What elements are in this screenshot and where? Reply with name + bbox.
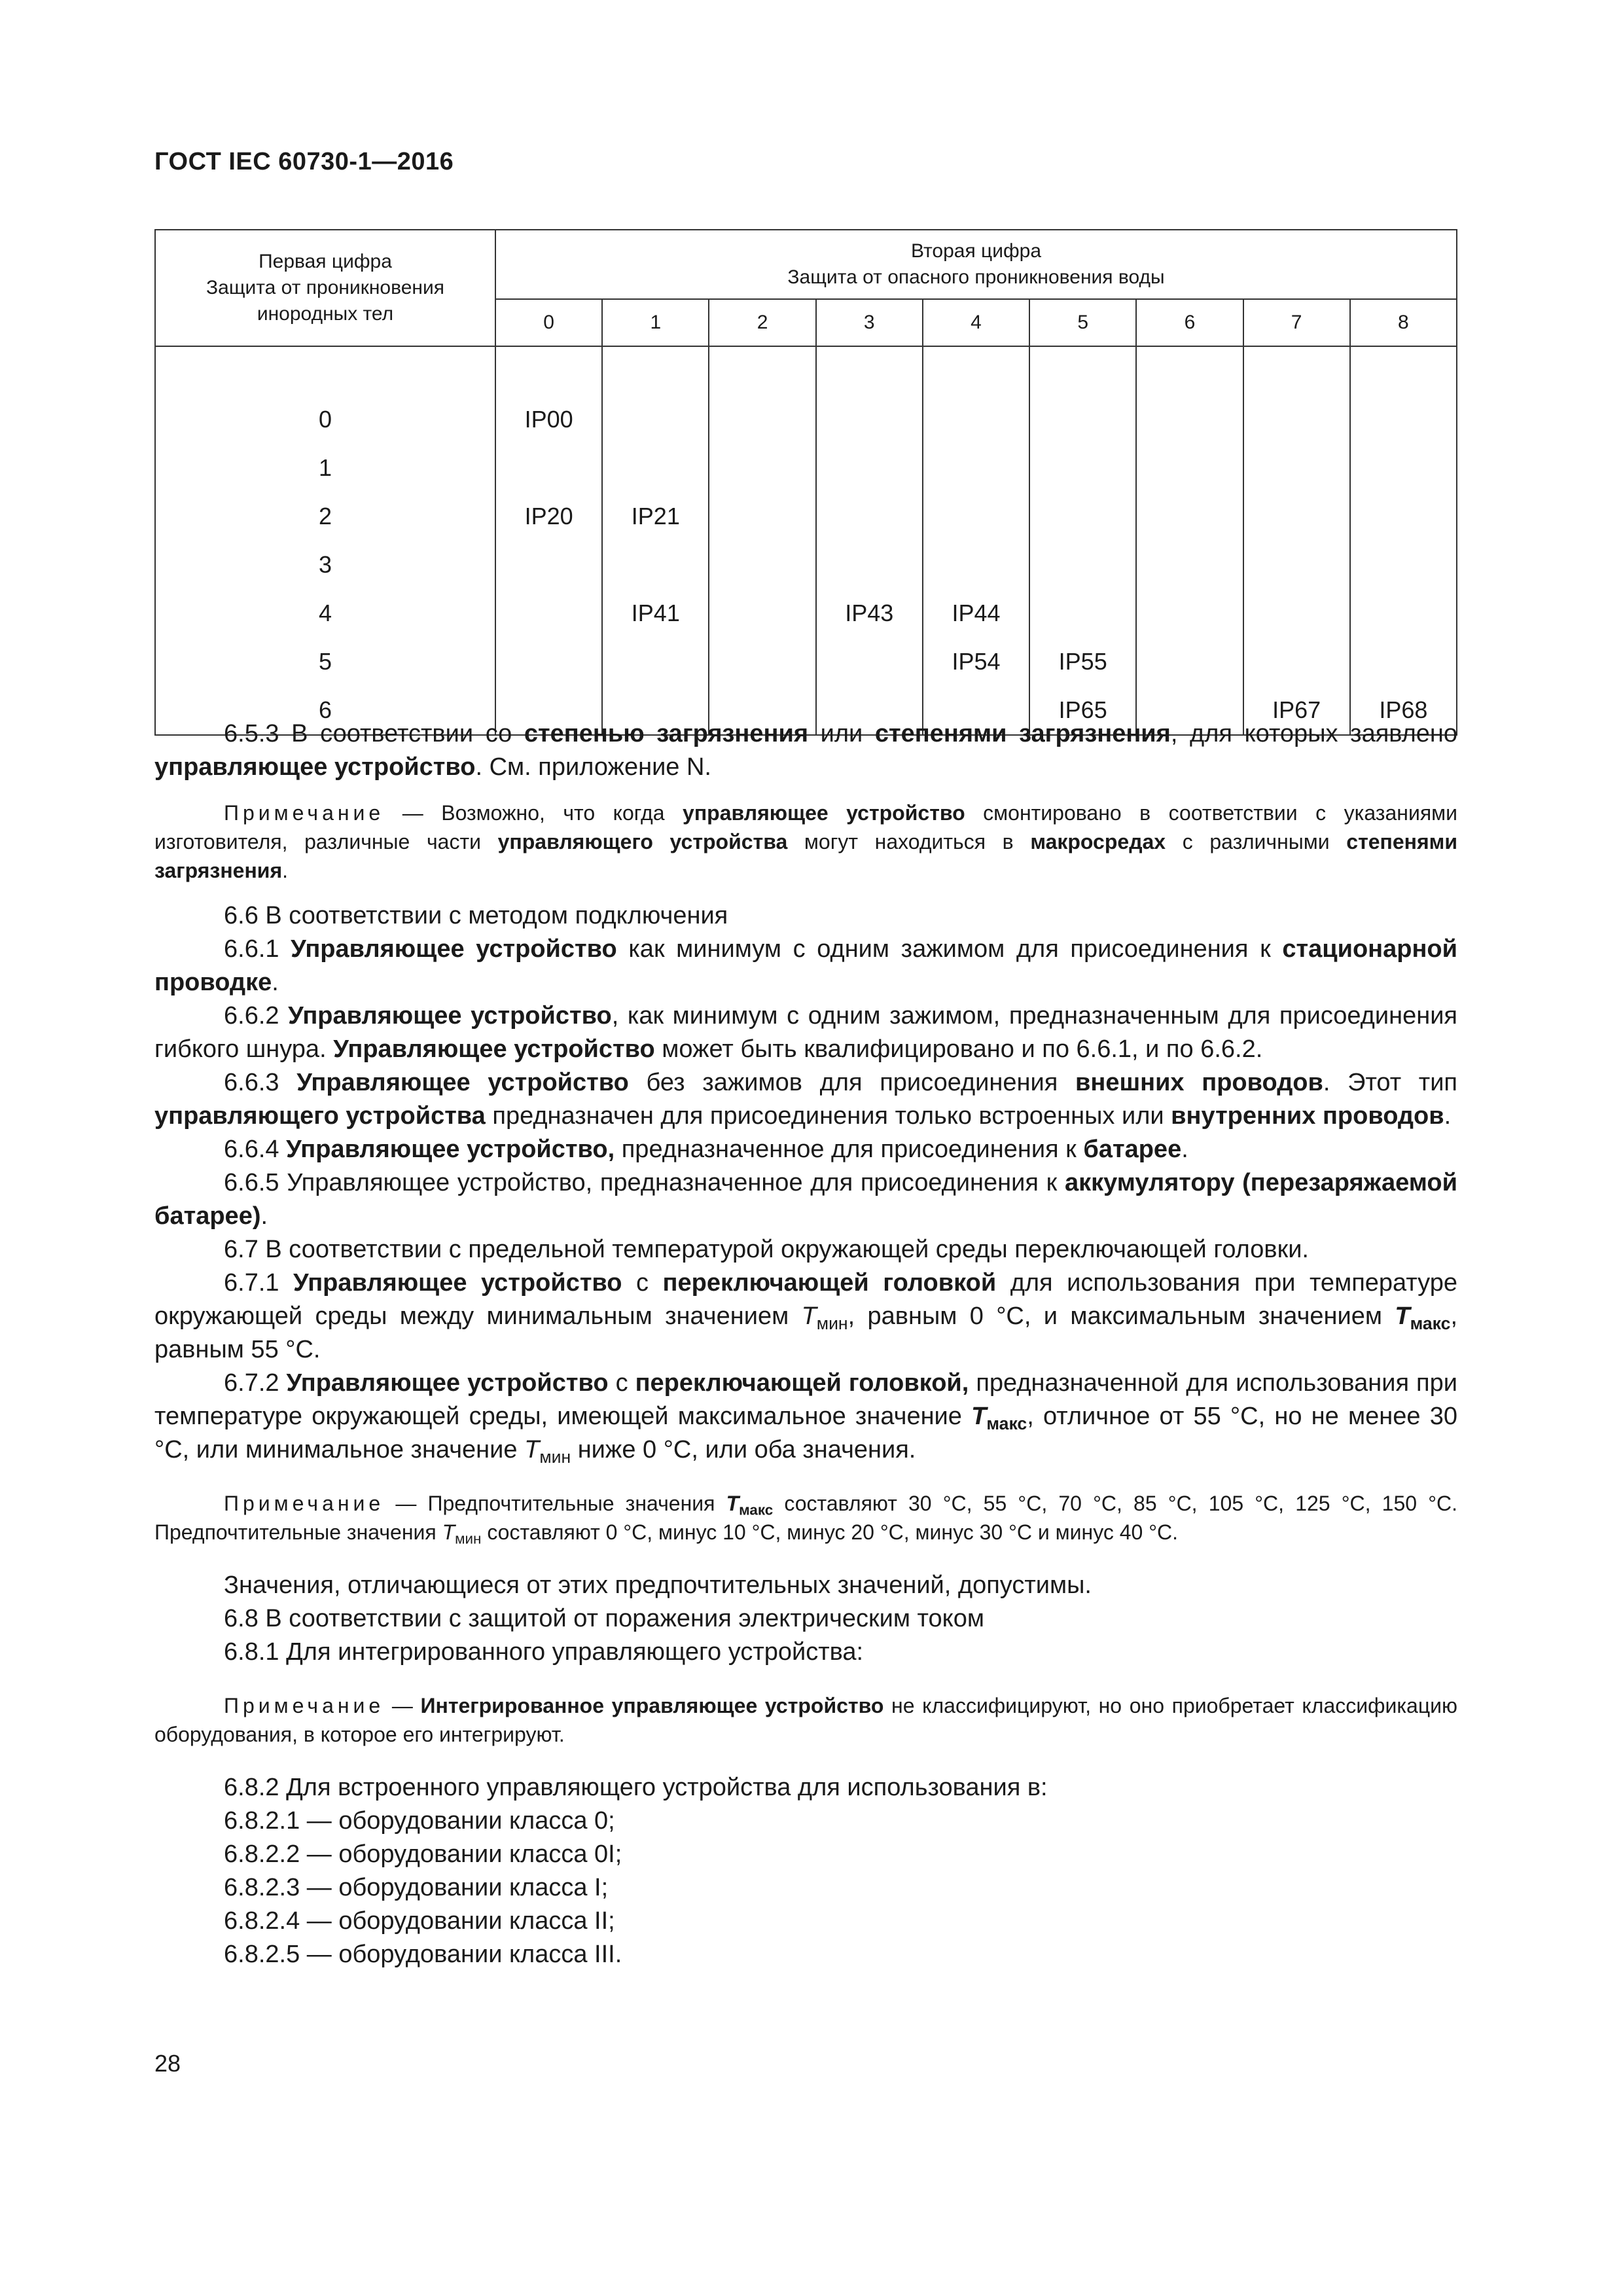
second-digit-col-6: 6 bbox=[1136, 299, 1243, 346]
clause-6-8-2-3: 6.8.2.3 — оборудовании класса I; bbox=[224, 1874, 609, 1901]
ip-code-cell bbox=[923, 395, 1029, 444]
clause-6-8-2-1: 6.8.2.1 — оборудовании класса 0; bbox=[224, 1807, 615, 1835]
ip-code-cell bbox=[709, 395, 815, 444]
clause-6-6-2: 6.6.2 Управляющее устройство, как минимум с одним зажимом, предназначенным для присоединения гибкого шнура. Управляющее устройство может быть квалифицировано и по 6.6.1, и по 6.6.2. bbox=[154, 1002, 1457, 1063]
clause-6-8-2-4: 6.8.2.4 — оборудовании класса II; bbox=[224, 1907, 615, 1935]
first-digit-cell: 3 bbox=[155, 541, 495, 589]
ip-code-cell: IP20 bbox=[495, 492, 602, 541]
values-paragraph: Значения, отличающиеся от этих предпочтительных значений, допустимы. bbox=[224, 1571, 1092, 1599]
ip-code-cell: IP44 bbox=[923, 589, 1029, 637]
first-digit-cell: 2 bbox=[155, 492, 495, 541]
clause-6-8: 6.8 В соответствии с защитой от поражения электрическим током bbox=[224, 1605, 984, 1632]
ip-code-cell bbox=[923, 444, 1029, 492]
ip-code-cell: IP55 bbox=[1029, 637, 1136, 686]
ip-code-cell bbox=[1350, 444, 1457, 492]
ip-code-cell bbox=[1350, 637, 1457, 686]
note-2: Примечание — Предпочтительные значения $T_{макс}$ составляют 30 °C, 55 °C, 70 °C, 85 °C, 105 °C, 125 °C, 150 °C. Предпочтительные значения $T_{мин}$ составляют 0 °C, минус 10 °C, минус 20 °C, минус 30 °C и минус 40 °C. bbox=[154, 1492, 1458, 1547]
second-digit-col-0: 0 bbox=[495, 299, 602, 346]
ip-code-cell bbox=[1136, 637, 1243, 686]
ip-code-cell bbox=[923, 492, 1029, 541]
second-digit-col-3: 3 bbox=[816, 299, 923, 346]
ip-code-cell bbox=[495, 637, 602, 686]
ip-code-cell bbox=[1136, 444, 1243, 492]
ip-code-cell bbox=[816, 492, 923, 541]
document-body bbox=[154, 717, 1457, 1971]
ip-code-cell bbox=[709, 637, 815, 686]
ip-code-cell bbox=[1243, 637, 1350, 686]
first-digit-header: Первая цифра Защита от проникновения инородных тел bbox=[155, 230, 495, 346]
ip-code-cell bbox=[1350, 395, 1457, 444]
second-digit-col-1: 1 bbox=[602, 299, 709, 346]
ip-code-cell bbox=[602, 395, 709, 444]
ip-code-cell bbox=[816, 637, 923, 686]
second-digit-col-5: 5 bbox=[1029, 299, 1136, 346]
clause-6-7: 6.7 В соответствии с предельной температурой окружающей среды переключающей головки. bbox=[224, 1236, 1309, 1263]
clause-6-6-1: 6.6.1 Управляющее устройство как минимум с одним зажимом для присоединения к стационарной проводке. bbox=[154, 935, 1457, 996]
ip-code-cell: IP41 bbox=[602, 589, 709, 637]
ip-code-table bbox=[154, 229, 1457, 736]
ip-code-cell bbox=[1136, 541, 1243, 589]
ip-code-cell bbox=[709, 492, 815, 541]
ip-code-cell bbox=[1243, 541, 1350, 589]
ip-code-cell bbox=[1136, 492, 1243, 541]
first-digit-cell: 4 bbox=[155, 589, 495, 637]
table-row bbox=[155, 637, 1457, 686]
ip-code-cell bbox=[1136, 589, 1243, 637]
ip-code-cell bbox=[495, 589, 602, 637]
page-number: 28 bbox=[154, 2050, 181, 2077]
table-row bbox=[155, 492, 1457, 541]
ip-code-cell bbox=[1350, 492, 1457, 541]
second-digit-col-8: 8 bbox=[1350, 299, 1457, 346]
ip-code-cell bbox=[1029, 541, 1136, 589]
clause-6-5-3: 6.5.3 В соответствии со степенью загрязнения или степенями загрязнения, для которых заявлено управляющее устройство. См. приложение N. bbox=[154, 720, 1458, 781]
ip-code-cell: IP43 bbox=[816, 589, 923, 637]
ip-code-cell: IP00 bbox=[495, 395, 602, 444]
ip-code-cell bbox=[1350, 589, 1457, 637]
table-row bbox=[155, 395, 1457, 444]
ip-code-cell bbox=[602, 444, 709, 492]
first-digit-cell: 6 bbox=[155, 686, 495, 735]
ip-code-cell: IP67 bbox=[1243, 686, 1350, 735]
clause-6-8-2-5: 6.8.2.5 — оборудовании класса III. bbox=[224, 1941, 622, 1968]
ip-code-cell: IP65 bbox=[1029, 686, 1136, 735]
ip-code-cell bbox=[709, 541, 815, 589]
ip-code-cell bbox=[1136, 395, 1243, 444]
document-header: ГОСТ IEC 60730-1—2016 bbox=[154, 148, 454, 175]
ip-code-cell bbox=[923, 541, 1029, 589]
clause-6-8-2-2: 6.8.2.2 — оборудовании класса 0I; bbox=[224, 1840, 622, 1868]
ip-code-cell bbox=[816, 541, 923, 589]
second-digit-col-7: 7 bbox=[1243, 299, 1350, 346]
clause-6-8-2: 6.8.2 Для встроенного управляющего устройства для использования в: bbox=[224, 1774, 1048, 1801]
ip-code-cell bbox=[816, 444, 923, 492]
clause-6-6-5: 6.6.5 Управляющее устройство, предназначенное для присоединения к аккумулятору (перезаряжаемой батарее). bbox=[154, 1169, 1457, 1230]
clause-6-6-4: 6.6.4 Управляющее устройство, предназначенное для присоединения к батарее. bbox=[224, 1136, 1188, 1163]
ip-code-cell bbox=[1243, 444, 1350, 492]
second-digit-col-4: 4 bbox=[923, 299, 1029, 346]
first-digit-cell: 0 bbox=[155, 395, 495, 444]
ip-code-cell: IP21 bbox=[602, 492, 709, 541]
ip-code-cell bbox=[709, 589, 815, 637]
ip-code-cell: IP54 bbox=[923, 637, 1029, 686]
first-digit-cell: 5 bbox=[155, 637, 495, 686]
ip-code-cell bbox=[1243, 492, 1350, 541]
second-digit-header: Вторая цифра Защита от опасного проникновения воды bbox=[495, 230, 1457, 299]
clause-6-8-1: 6.8.1 Для интегрированного управляющего устройства: bbox=[224, 1638, 864, 1666]
ip-code-cell bbox=[1029, 492, 1136, 541]
ip-code-cell bbox=[602, 541, 709, 589]
clause-6-6-3: 6.6.3 Управляющее устройство без зажимов для присоединения внешних проводов. Этот тип управляющего устройства предназначен для присоединения только встроенных или внутренних проводов. bbox=[154, 1069, 1458, 1130]
table-row bbox=[155, 444, 1457, 492]
ip-code-cell bbox=[1243, 589, 1350, 637]
ip-code-cell bbox=[495, 444, 602, 492]
clause-6-7-2: 6.7.2 Управляющее устройство с переключающей головкой, предназначенной для использования при температуре окружающей среды, имеющей максимальное значение $T_{макс}$, отличное от 55 °C, но не менее 30 °C, или минимальное значение $T_{мин}$ ниже 0 °C, или оба значения. bbox=[154, 1369, 1457, 1467]
table-row bbox=[155, 541, 1457, 589]
first-digit-cell: 1 bbox=[155, 444, 495, 492]
second-digit-col-2: 2 bbox=[709, 299, 815, 346]
ip-code-cell bbox=[1029, 589, 1136, 637]
ip-code-cell bbox=[1029, 444, 1136, 492]
ip-code-cell bbox=[495, 541, 602, 589]
clause-6-6: 6.6 В соответствии с методом подключения bbox=[224, 902, 728, 929]
ip-code-cell bbox=[1029, 395, 1136, 444]
ip-code-cell bbox=[816, 395, 923, 444]
ip-code-cell bbox=[602, 637, 709, 686]
note-1: Примечание — Возможно, что когда управляющее устройство смонтировано в соответствии с указаниями изготовителя, различные части управляющего устройства могут находиться в макросредах с различными степенями загрязнения. bbox=[154, 801, 1458, 882]
note-3: Примечание — Интегрированное управляющее устройство не классифицируют, но оно приобретает классификацию оборудования, в которое его интегрируют. bbox=[154, 1694, 1458, 1746]
ip-code-cell bbox=[709, 444, 815, 492]
ip-code-cell bbox=[1350, 541, 1457, 589]
clause-6-7-1: 6.7.1 Управляющее устройство с переключающей головкой для использования при температуре окружающей среды между минимальным значением $T_{мин}$, равным 0 °C, и максимальным значением $T_{макс}$, равным 55 °C. bbox=[154, 1269, 1458, 1363]
table-row bbox=[155, 589, 1457, 637]
ip-code-cell bbox=[1243, 395, 1350, 444]
ip-code-cell: IP68 bbox=[1350, 686, 1457, 735]
